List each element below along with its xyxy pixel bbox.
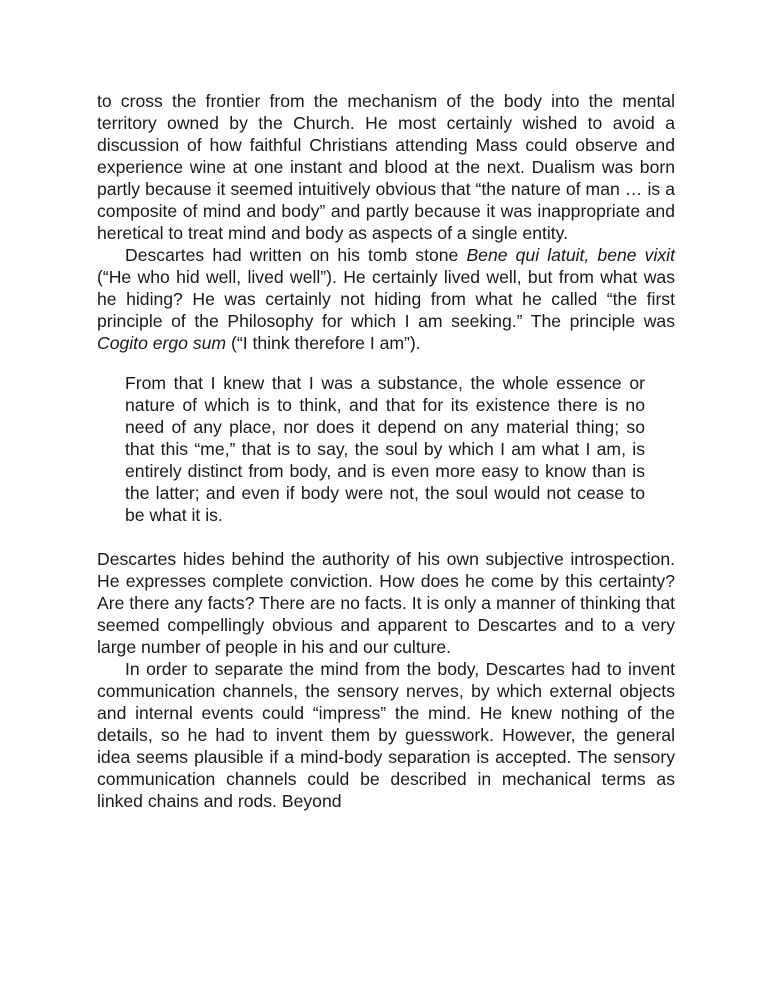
cogito-phrase: Cogito ergo sum <box>97 333 227 353</box>
block-quote: From that I knew that I was a substance, the whole essence or nature of which is to think, and that for its existence there is no need of any place, nor does it depend on any material thing; so that this “me,” that is to say, the soul by which I am what I am, is entirely distinct from body, and is even more easy to know than is the latter; and even if body were not, the soul would not cease to be what it is. <box>125 373 645 525</box>
document-page <box>97 90 675 812</box>
paragraph-continuation: to cross the frontier from the mechanism of the body into the mental territory owned by the Church. He most certainly wished to avoid a discussion of how faithful Christians attending Mass could observe and experience wine at one instant and blood at the next. Dualism was born partly because it seemed intuitively obvious that “the nature of man … is a composite of mind and body” and partly because it was inappropriate and heretical to treat mind and body as aspects of a single entity. <box>97 91 675 243</box>
paragraph-tombstone-text-c: (“He who hid well, lived well”). He certainly lived well, but from what was he hiding? He was certainly not hiding from what he called “the first principle of the Philosophy for which I am seeking.” The principle was <box>97 267 675 331</box>
latin-epitaph: Bene qui latuit, bene vixit <box>466 245 675 265</box>
paragraph-tombstone <box>97 244 675 354</box>
paragraph-tombstone-text-a: Descartes had written on his tomb stone <box>125 245 467 265</box>
paragraph-introspection: Descartes hides behind the authority of his own subjective introspection. He expresses complete conviction. How does he come by this certainty? Are there any facts? There are no facts. It is only a manner of thinking that seemed compellingly obvious and apparent to Descartes and to a very large number of people in his and our culture. <box>97 549 675 657</box>
paragraph-tombstone-text-e: (“I think therefore I am”). <box>226 333 421 353</box>
paragraph-communication-channels: In order to separate the mind from the body, Descartes had to invent communication channels, the sensory nerves, by which external objects and internal events could “impress” the mind. He knew nothing of the details, so he had to invent them by guesswork. However, the general idea seems plausible if a mind-body separation is accepted. The sensory communication channels could be described in mechanical terms as linked chains and rods. Beyond <box>97 659 675 811</box>
